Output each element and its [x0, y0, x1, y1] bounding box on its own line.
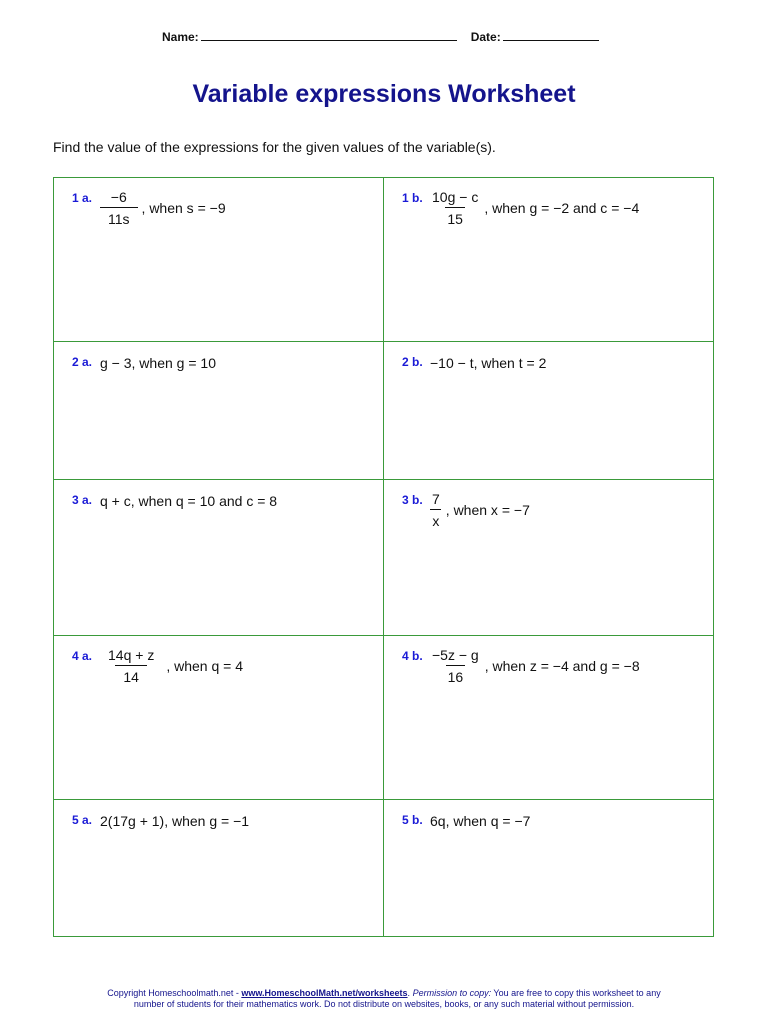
fraction: [430, 491, 442, 529]
problem-cell: [384, 178, 713, 342]
problem-number: 2 a.: [72, 355, 93, 369]
problem-grid: [53, 177, 714, 937]
problem-cell: [54, 800, 384, 936]
problem-expression: [100, 189, 226, 227]
problem-expression: [430, 647, 640, 685]
problem-number: 5 b.: [402, 813, 423, 827]
condition: , when z = −4 and g = −8: [484, 658, 640, 674]
fraction: [100, 189, 138, 227]
fraction: [430, 647, 481, 685]
denominator: 11s: [100, 207, 138, 227]
problem-number: 4 b.: [402, 649, 423, 663]
footer-line-1: Copyright Homeschoolmath.net - www.HomeschoolMath.net/worksheets. Permission to copy: You are free to copy this worksheet to any: [107, 988, 661, 998]
worksheet-title: Variable expressions Worksheet: [192, 80, 576, 108]
copyright-footer: [0, 988, 768, 1010]
problem-expression: −10 − t, when t = 2: [430, 355, 547, 371]
problem-cell: [384, 480, 713, 636]
footer-prefix: Copyright Homeschoolmath.net -: [107, 988, 242, 998]
denominator: 15: [445, 207, 465, 227]
problem-number: 4 a.: [72, 649, 93, 663]
denominator: 16: [446, 665, 466, 685]
denominator: x: [430, 509, 441, 529]
numerator: 10g − c: [432, 189, 479, 205]
problem-expression: 2(17g + 1), when g = −1: [100, 813, 250, 829]
date-blank-line: [503, 29, 599, 41]
denominator: 14: [115, 665, 147, 685]
problem-expression: 6q, when q = −7: [430, 813, 531, 829]
condition: , when q = 4: [166, 658, 243, 674]
name-label: Name:: [162, 30, 199, 44]
footer-line-2: number of students for their mathematics work. Do not distribute on websites, books, or any such material without permission.: [133, 999, 635, 1009]
problem-expression: [100, 647, 243, 685]
name-date-header: [162, 29, 599, 44]
date-label: Date:: [470, 30, 501, 44]
problem-expression: [430, 189, 639, 227]
problem-expression: g − 3, when g = 10: [100, 355, 216, 371]
problem-number: 1 b.: [402, 191, 423, 205]
problem-number: 3 b.: [402, 493, 423, 507]
instructions: Find the value of the expressions for the given values of the variable(s).: [53, 139, 496, 155]
permission-label: Permission to copy:: [412, 988, 492, 998]
problem-cell: [54, 178, 384, 342]
problem-cell: [54, 480, 384, 636]
condition: , when s = −9: [141, 200, 226, 216]
problem-cell: [54, 342, 384, 480]
homeschoolmath-link[interactable]: www.HomeschoolMath.net/worksheets: [241, 988, 408, 998]
problem-expression: q + c, when q = 10 and c = 8: [100, 493, 278, 509]
problem-cell: [384, 636, 713, 800]
numerator: −5z − g: [432, 647, 479, 663]
numerator: −6: [110, 189, 127, 205]
name-blank-line: [201, 29, 457, 41]
fraction: [100, 647, 162, 685]
problem-number: 5 a.: [72, 813, 93, 827]
problem-cell: [54, 636, 384, 800]
problem-number: 3 a.: [72, 493, 93, 507]
condition: , when g = −2 and c = −4: [484, 200, 640, 216]
footer-suffix: You are free to copy this worksheet to any: [491, 988, 661, 998]
condition: , when x = −7: [445, 502, 530, 518]
numerator: 14q + z: [108, 647, 155, 663]
problem-cell: [384, 800, 713, 936]
fraction: [430, 189, 480, 227]
problem-cell: [384, 342, 713, 480]
numerator: 7: [432, 491, 440, 507]
problem-expression: [430, 491, 530, 529]
problem-number: 1 a.: [72, 191, 93, 205]
problem-number: 2 b.: [402, 355, 423, 369]
